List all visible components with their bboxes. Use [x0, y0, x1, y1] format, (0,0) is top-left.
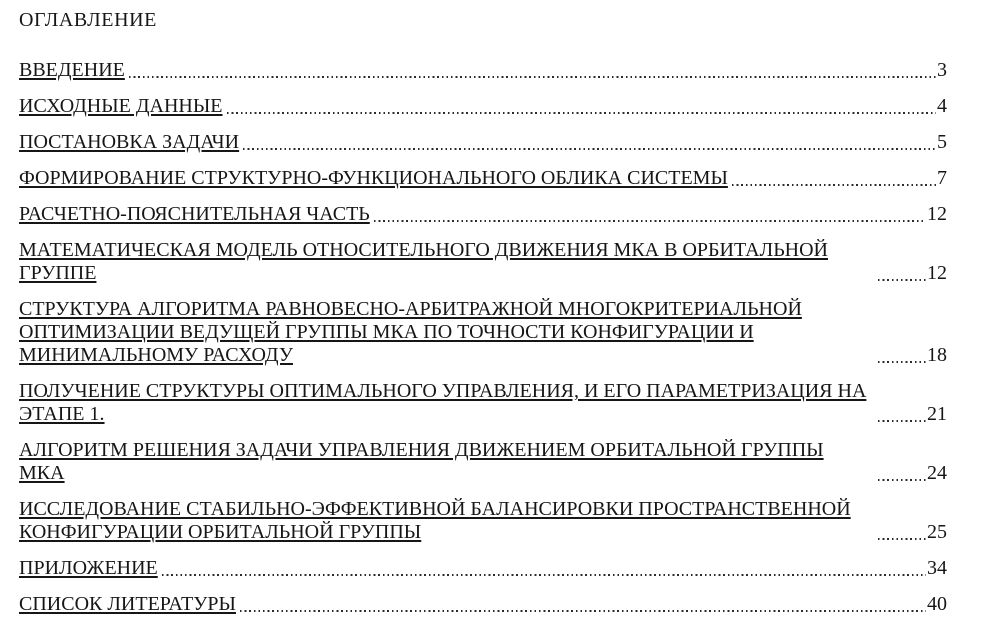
toc-page-number[interactable]: 7 [937, 167, 947, 189]
toc-entry-link[interactable]: ПРИЛОЖЕНИЕ [19, 557, 158, 579]
toc-page-number[interactable]: 18 [927, 344, 947, 366]
toc-entry[interactable] [19, 557, 947, 580]
toc-page-number[interactable]: 34 [927, 557, 947, 579]
dot-leader [878, 538, 926, 540]
dot-leader [878, 361, 926, 363]
toc-entry[interactable] [19, 131, 947, 154]
toc-page-number[interactable]: 40 [927, 593, 947, 615]
dot-leader [374, 220, 926, 222]
toc-page-number[interactable]: 12 [927, 262, 947, 284]
toc-entry[interactable] [19, 439, 947, 485]
toc-entry-link[interactable]: МАТЕМАТИЧЕСКАЯ МОДЕЛЬ ОТНОСИТЕЛЬНОГО ДВИЖЕНИЯ МКА В ОРБИТАЛЬНОЙ ГРУППЕ [19, 239, 829, 284]
toc-entry-link[interactable]: ПОСТАНОВКА ЗАДАЧИ [19, 131, 240, 153]
dot-leader [878, 279, 926, 281]
toc-page-number[interactable]: 4 [937, 95, 947, 117]
toc-entry-link[interactable]: СПИСОК ЛИТЕРАТУРЫ [19, 593, 236, 615]
dot-leader [227, 112, 936, 114]
toc-page-number[interactable]: 5 [937, 131, 947, 153]
toc-entry[interactable] [19, 298, 947, 367]
toc-entry-link[interactable]: РАСЧЕТНО-ПОЯСНИТЕЛЬНАЯ ЧАСТЬ [19, 203, 370, 225]
toc-entry[interactable] [19, 380, 947, 426]
toc-entry-link[interactable]: АЛГОРИТМ РЕШЕНИЯ ЗАДАЧИ УПРАВЛЕНИЯ ДВИЖЕНИЕМ ОРБИТАЛЬНОЙ ГРУППЫ МКА [19, 439, 824, 484]
toc-entry-link[interactable]: ФОРМИРОВАНИЕ СТРУКТУРНО-ФУНКЦИОНАЛЬНОГО ОБЛИКА СИСТЕМЫ [19, 167, 728, 189]
toc-entry[interactable] [19, 95, 947, 118]
toc-entry[interactable] [19, 239, 947, 285]
toc-entry-link[interactable]: ИСХОДНЫЕ ДАННЫЕ [19, 95, 223, 117]
toc-entry-link[interactable]: ПОЛУЧЕНИЕ СТРУКТУРЫ ОПТИМАЛЬНОГО УПРАВЛЕНИЯ, И ЕГО ПАРАМЕТРИЗАЦИЯ НА ЭТАПЕ 1. [19, 380, 867, 425]
toc-list [19, 59, 947, 616]
toc-entry[interactable] [19, 203, 947, 226]
toc-page-number[interactable]: 24 [927, 462, 947, 484]
toc-heading: ОГЛАВЛЕНИЕ [19, 9, 157, 31]
dot-leader [129, 76, 936, 78]
toc-entry-link[interactable]: ВВЕДЕНИЕ [19, 59, 125, 81]
dot-leader [732, 184, 936, 186]
toc-page-number[interactable]: 21 [927, 403, 947, 425]
dot-leader [243, 148, 936, 150]
toc-entry[interactable] [19, 59, 947, 82]
toc-page-number[interactable]: 25 [927, 521, 947, 543]
dot-leader [162, 574, 926, 576]
toc-entry[interactable] [19, 498, 947, 544]
toc-entry[interactable] [19, 593, 947, 616]
dot-leader [878, 479, 926, 481]
toc-entry[interactable] [19, 167, 947, 190]
dot-leader [878, 420, 926, 422]
toc-entry-link[interactable]: ИССЛЕДОВАНИЕ СТАБИЛЬНО-ЭФФЕКТИВНОЙ БАЛАНСИРОВКИ ПРОСТРАНСТВЕННОЙ КОНФИГУРАЦИИ ОРБИТАЛЬНОЙ ГРУППЫ [19, 498, 851, 543]
toc-page-number[interactable]: 3 [937, 59, 947, 81]
toc-entry-link[interactable]: СТРУКТУРА АЛГОРИТМА РАВНОВЕСНО-АРБИТРАЖНОЙ МНОГОКРИТЕРИАЛЬНОЙ ОПТИМИЗАЦИИ ВЕДУЩЕЙ ГРУППЫ МКА ПО ТОЧНОСТИ КОНФИГУРАЦИИ И МИНИМАЛЬНОМУ РАСХОДУ [19, 298, 802, 366]
toc-page-number[interactable]: 12 [927, 203, 947, 225]
dot-leader [240, 610, 926, 612]
